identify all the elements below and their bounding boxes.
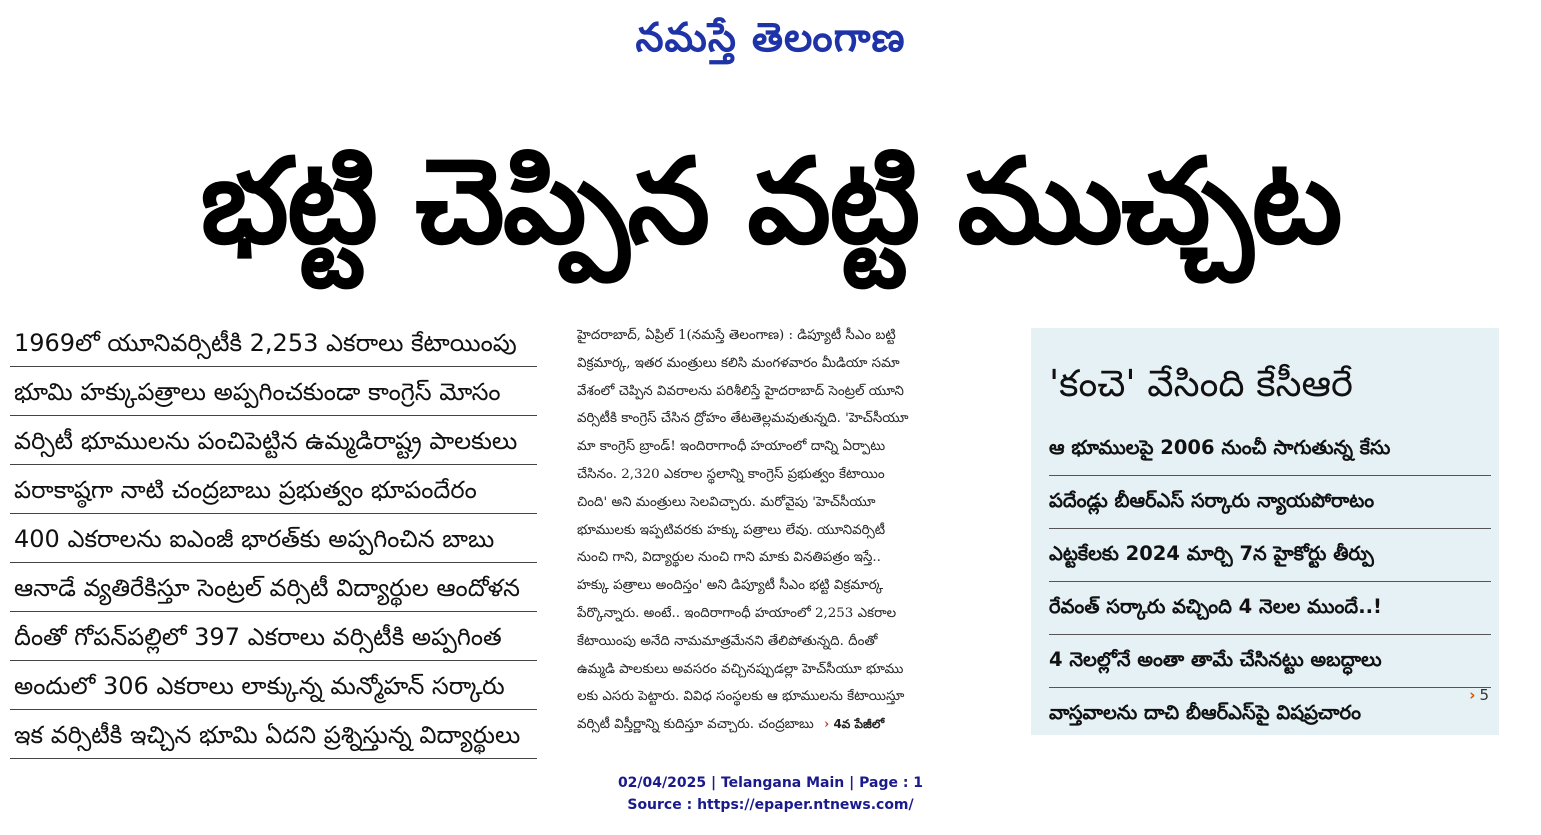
sidebar-point: 4 నెలల్లోనే అంతా తామే చేసినట్టు అబద్ధాలు — [1049, 638, 1491, 688]
highlight-line: ఇక వర్సిటీకి ఇచ్చిన భూమి ఏదని ప్రశ్నిస్తున్న విద్యార్థులు — [10, 712, 537, 759]
body-line-text: వర్సిటీ విస్తీర్ణాన్ని కుదిస్తూ వచ్చారు. చంద్రబాబు — [577, 717, 814, 733]
body-line: కేటాయింపు అనేది నామమాత్రమేనని తేలిపోతున్నది. దీంతో — [577, 633, 878, 649]
body-line: వేశంలో చెప్పిన వివరాలను పరిశీలిస్తే హైదరాబాద్ సెంట్రల్ యూని — [577, 383, 904, 399]
highlights-column — [10, 320, 537, 761]
footer-info — [0, 772, 1541, 816]
body-line: పేర్కొన్నారు. అంటే.. ఇందిరాగాంధీ హయాంలో 2,253 ఎకరాల — [577, 605, 897, 621]
footer-date-line: 02/04/2025 | Telangana Main | Page : 1 — [617, 775, 924, 791]
body-line: చేసినం. 2,320 ఎకరాల స్థలాన్ని కాంగ్రెస్ ప్రభుత్వం కేటాయిం — [577, 466, 885, 482]
sidebar-point: వాస్తవాలను దాచి బీఆర్‌ఎస్‌పై విషప్రచారం — [1049, 701, 1361, 724]
body-line: చింది' అని మంత్రులు సెలవిచ్చారు. మరోవైపు 'హెచ్‌సీయూ — [577, 494, 876, 510]
article-body — [577, 322, 1017, 739]
body-line: హక్కు పత్రాలు అందిస్తం' అని డిప్యూటీ సీఎం భట్టి విక్రమార్క — [577, 578, 884, 594]
highlight-line: 400 ఎకరాలను ఐఎంజీ భారత్‌కు అప్పగించిన బాబు — [10, 516, 537, 563]
highlight-line: దీంతో గోపన్‌పల్లిలో 397 ఎకరాలు వర్సిటీకి అప్పగింత — [10, 614, 537, 661]
sidebar-points — [1049, 426, 1491, 743]
body-line: వర్సిటీకి కాంగ్రెస్ చేసిన ద్రోహం తేటతెల్లమవుతున్నది. 'హెచ్‌సీయూ — [577, 411, 909, 427]
highlight-line: పరాకాష్ఠగా నాటి చంద్రబాబు ప్రభుత్వం భూపందేరం — [10, 467, 537, 514]
continued-arrow-icon: › — [823, 717, 830, 733]
body-line: హైదరాబాద్, ఏప్రిల్ 1(నమస్తే తెలంగాణ) : డిప్యూటీ సీఎం బట్టి — [577, 328, 896, 343]
body-line: విక్రమార్క, ఇతర మంత్రులు కలిసి మంగళవారం మీడియా సమా — [577, 355, 900, 371]
sidebar-point: ఆ భూములపై 2006 నుంచీ సాగుతున్న కేసు — [1049, 426, 1491, 476]
footer-source-line[interactable]: Source : https://epaper.ntnews.com/ — [627, 797, 914, 813]
chevron-right-icon: › — [1469, 686, 1476, 704]
sidebar-ref-page: 5 — [1479, 686, 1489, 704]
sidebar-point: ఎట్టకేలకు 2024 మార్చి 7న హైకోర్టు తీర్పు — [1049, 532, 1491, 582]
sidebar-title: 'కంచె' వేసింది కేసీఆరే — [1049, 362, 1353, 405]
masthead-logo: నమస్తే తెలంగాణ — [635, 14, 906, 61]
highlight-line: వర్సిటీ భూములను పంచిపెట్టిన ఉమ్మడిరాష్ట్ర పాలకులు — [10, 418, 537, 465]
body-line: లకు ఎసరు పెట్టారు. వివిధ సంస్థలకు ఆ భూములను కేటాయిస్తూ — [577, 689, 905, 705]
continued-page-link[interactable]: 4వ పేజీలో — [833, 717, 885, 732]
sidebar-page-ref[interactable] — [1469, 686, 1489, 704]
body-line: నుంచి గాని, విద్యార్థుల నుంచి గాని మాకు వినతిపత్రం ఇస్తే.. — [577, 550, 881, 566]
highlight-line: ఆనాడే వ్యతిరేకిస్తూ సెంట్రల్ వర్సిటీ విద్యార్థుల ఆందోళన — [10, 565, 537, 612]
highlight-line: 1969లో యూనివర్సిటీకి 2,253 ఎకరాలు కేటాయింపు — [10, 320, 537, 367]
body-line: మా కాంగ్రెస్ బ్రాండ్! ఇందిరాగాంధీ హయాంలో దాన్ని ఏర్పాటు — [577, 439, 886, 455]
highlight-line: అందులో 306 ఎకరాలు లాక్కున్న మన్మోహన్ సర్కారు — [10, 663, 537, 710]
body-line-last — [577, 711, 1017, 739]
body-line: ఉమ్మడి పాలకులు అవసరం వచ్చినప్పుడల్లా హెచ్‌సీయూ భూము — [577, 661, 904, 677]
sidebar-box — [1031, 328, 1499, 735]
body-line: భూములకు ఇప్పటివరకు హక్కు పత్రాలు లేవు. యూనివర్సిటీ — [577, 522, 886, 538]
main-headline: భట్టి చెప్పిన వట్టి ముచ్చట — [200, 132, 1341, 270]
sidebar-point: రేవంత్ సర్కారు వచ్చింది 4 నెలల ముందే..! — [1049, 585, 1491, 635]
sidebar-point: పదేండ్లు బీఆర్‌ఎస్ సర్కారు న్యాయపోరాటం — [1049, 479, 1491, 529]
highlight-line: భూమి హక్కుపత్రాలు అప్పగించకుండా కాంగ్రెస్ మోసం — [10, 369, 537, 416]
